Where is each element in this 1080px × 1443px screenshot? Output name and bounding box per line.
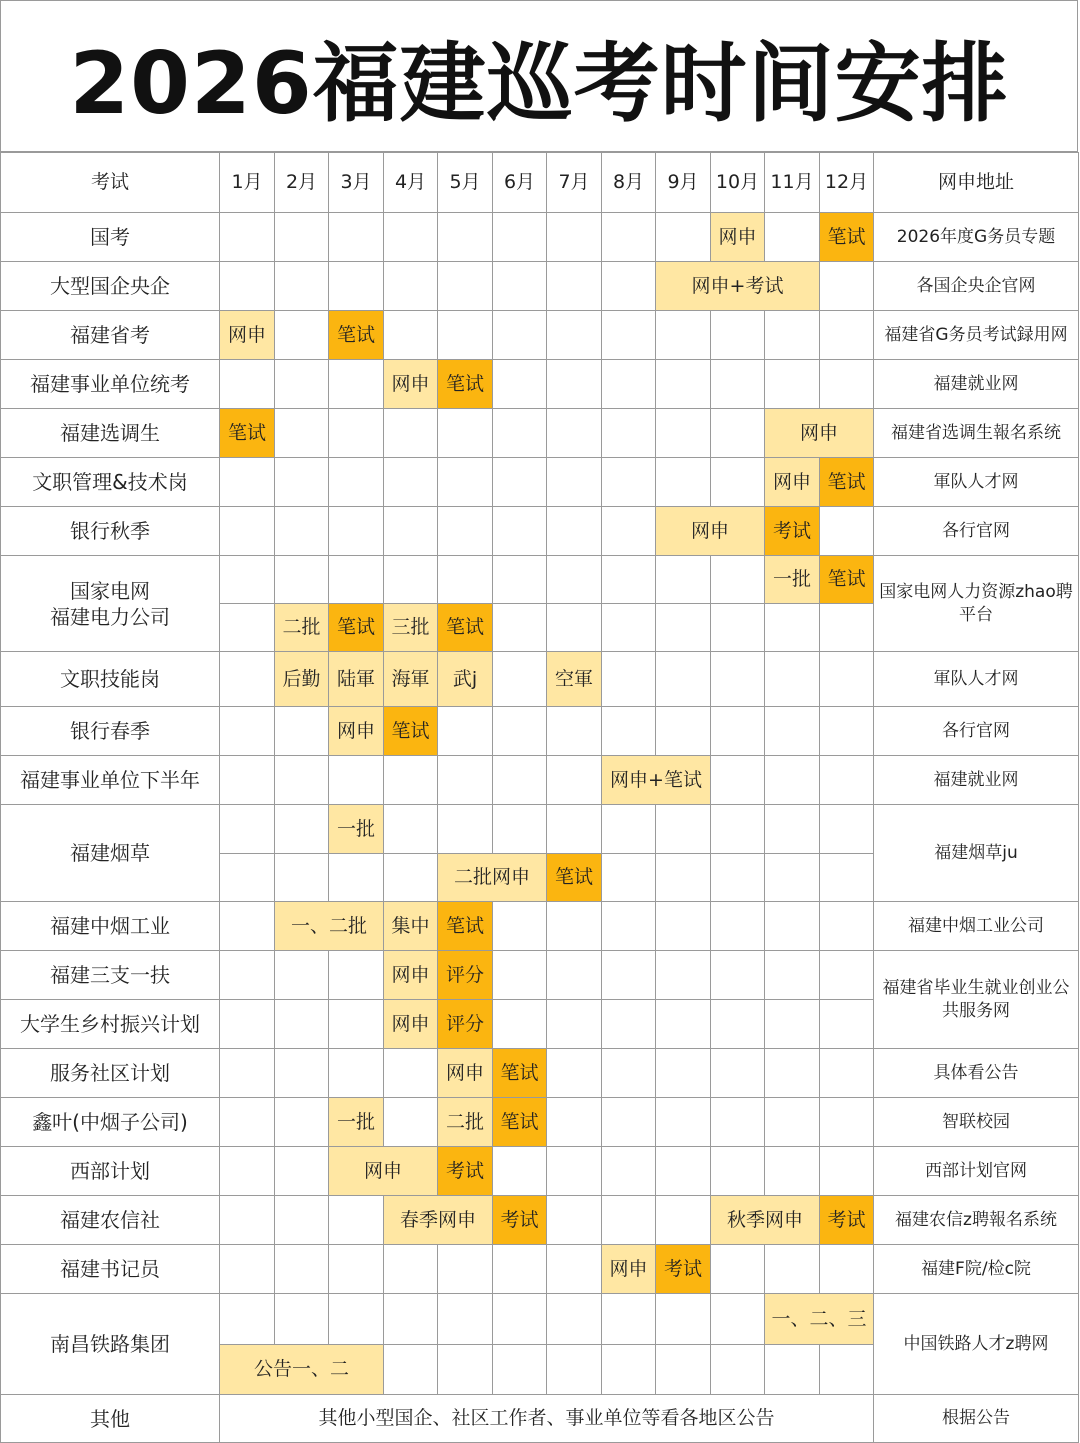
table-row [1,707,1079,756]
exam-url: 具体看公告 [874,1049,1079,1098]
schedule-cell: 笔试 [384,707,438,756]
header-exam: 考试 [1,153,220,213]
exam-url: 福建省毕业生就业创业公共服务网 [874,951,1079,1049]
schedule-cell: 网申+考试 [656,262,820,311]
schedule-cell: 海軍 [384,652,438,707]
schedule-cell: 笔试 [438,360,493,409]
exam-url: 中国铁路人才z聘网 [874,1294,1079,1395]
header-month: 1月 [220,153,275,213]
header-month: 11月 [765,153,820,213]
exam-name: 国考 [1,213,220,262]
schedule-cell: 武j [438,652,493,707]
schedule-cell: 网申 [329,1147,438,1196]
schedule-cell: 笔试 [438,604,493,652]
schedule-cell: 网申 [438,1049,493,1098]
title-banner [0,0,1078,152]
header-month: 7月 [547,153,602,213]
exam-name: 福建三支一扶 [1,951,220,1000]
exam-url: 福建烟草ju [874,805,1079,902]
schedule-cell: 二批 [438,1098,493,1147]
exam-url: 各行官网 [874,507,1079,556]
schedule-cell: 一、二批 [275,902,384,951]
exam-url: 福建农信z聘報名系统 [874,1196,1079,1245]
table-row [1,1049,1079,1098]
schedule-cell: 笔试 [329,311,384,360]
schedule-cell: 评分 [438,951,493,1000]
header-month: 8月 [602,153,656,213]
exam-url: 福建省选调生報名系统 [874,409,1079,458]
exam-name: 福建事业单位统考 [1,360,220,409]
exam-url: 各国企央企官网 [874,262,1079,311]
exam-url: 福建就业网 [874,360,1079,409]
table-row [1,507,1079,556]
header-month: 12月 [820,153,874,213]
exam-name: 福建事业单位下半年 [1,756,220,805]
exam-name: 福建选调生 [1,409,220,458]
schedule-cell: 网申 [220,311,275,360]
schedule-cell: 考试 [438,1147,493,1196]
schedule-cell: 网申 [711,213,765,262]
schedule-cell: 一批 [765,556,820,604]
schedule-cell: 网申 [765,409,874,458]
exam-name: 福建烟草 [1,805,220,902]
schedule-cell: 网申 [329,707,384,756]
table-row [1,1294,1079,1345]
table-row [1,360,1079,409]
table-row [1,951,1079,1000]
schedule-cell: 评分 [438,1000,493,1049]
schedule-cell: 二批 [275,604,329,652]
schedule-cell: 一批 [329,1098,384,1147]
table-row [1,1395,1079,1443]
schedule-cell: 考试 [493,1196,547,1245]
schedule-cell: 笔试 [329,604,384,652]
exam-url: 福建F院/检c院 [874,1245,1079,1294]
schedule-cell: 集中 [384,902,438,951]
schedule-cell: 笔试 [220,409,275,458]
schedule-cell: 一批 [329,805,384,854]
schedule-cell: 笔试 [820,556,874,604]
exam-name: 福建省考 [1,311,220,360]
schedule-cell: 考试 [765,507,820,556]
table-row [1,213,1079,262]
schedule-cell: 空軍 [547,652,602,707]
page-title: 2026福建巡考时间安排 [69,34,1009,134]
schedule-cell: 一、二、三 [765,1294,874,1345]
exam-url: 軍队人才网 [874,458,1079,507]
table-row [1,1147,1079,1196]
exam-url: 福建省G务员考试録用网 [874,311,1079,360]
header-month: 2月 [275,153,329,213]
schedule-cell: 笔试 [820,213,874,262]
header-month: 5月 [438,153,493,213]
header-month: 10月 [711,153,765,213]
schedule-cell: 春季网申 [384,1196,493,1245]
exam-name: 福建书记员 [1,1245,220,1294]
exam-name: 福建中烟工业 [1,902,220,951]
table-row [1,805,1079,854]
schedule-cell: 网申 [656,507,765,556]
exam-url: 軍队人才网 [874,652,1079,707]
schedule-cell: 后勤 [275,652,329,707]
exam-name: 文职管理&技术岗 [1,458,220,507]
header-month: 4月 [384,153,438,213]
schedule-cell: 网申 [384,1000,438,1049]
schedule-cell: 笔试 [820,458,874,507]
exam-name: 银行春季 [1,707,220,756]
exam-name: 南昌铁路集团 [1,1294,220,1395]
schedule-table [0,152,1079,1443]
header-row [1,153,1079,213]
exam-name: 服务社区计划 [1,1049,220,1098]
exam-url: 各行官网 [874,707,1079,756]
header-month: 3月 [329,153,384,213]
schedule-cell: 网申 [602,1245,656,1294]
table-row [1,556,1079,604]
schedule-cell: 公告一、二 [220,1345,384,1395]
table-row [1,1098,1079,1147]
schedule-cell: 笔试 [493,1049,547,1098]
header-url: 网申地址 [874,153,1079,213]
exam-name: 鑫叶(中烟子公司) [1,1098,220,1147]
schedule-cell: 二批网申 [438,854,547,902]
schedule-cell: 笔试 [547,854,602,902]
table-row [1,902,1079,951]
exam-url: 2026年度G务员专题 [874,213,1079,262]
exam-url: 西部计划官网 [874,1147,1079,1196]
schedule-cell: 考试 [820,1196,874,1245]
schedule-cell: 陆軍 [329,652,384,707]
table-row [1,1245,1079,1294]
exam-name: 银行秋季 [1,507,220,556]
exam-name: 大学生乡村振兴计划 [1,1000,220,1049]
table-row [1,458,1079,507]
exam-url: 福建就业网 [874,756,1079,805]
exam-name: 大型国企央企 [1,262,220,311]
exam-url: 根据公告 [874,1395,1079,1443]
exam-name: 国家电网 福建电力公司 [1,556,220,652]
table-row [1,409,1079,458]
exam-name: 福建农信社 [1,1196,220,1245]
header-month: 9月 [656,153,711,213]
schedule-cell: 三批 [384,604,438,652]
schedule-cell: 笔试 [493,1098,547,1147]
schedule-cell: 网申 [765,458,820,507]
table-row [1,756,1079,805]
exam-name: 西部计划 [1,1147,220,1196]
exam-name: 其他 [1,1395,220,1443]
schedule-cell: 网申+笔试 [602,756,711,805]
table-row [1,1196,1079,1245]
schedule-cell: 考试 [656,1245,711,1294]
schedule-cell: 网申 [384,951,438,1000]
header-month: 6月 [493,153,547,213]
schedule-cell: 其他小型国企、社区工作者、事业单位等看各地区公告 [220,1395,874,1443]
schedule-cell: 网申 [384,360,438,409]
table-row [1,311,1079,360]
table-row [1,262,1079,311]
exam-name: 文职技能岗 [1,652,220,707]
exam-url: 福建中烟工业公司 [874,902,1079,951]
exam-url: 智联校园 [874,1098,1079,1147]
table-row [1,652,1079,707]
schedule-cell: 笔试 [438,902,493,951]
schedule-cell: 秋季网申 [711,1196,820,1245]
exam-url: 国家电网人力资源zhao聘平台 [874,556,1079,652]
